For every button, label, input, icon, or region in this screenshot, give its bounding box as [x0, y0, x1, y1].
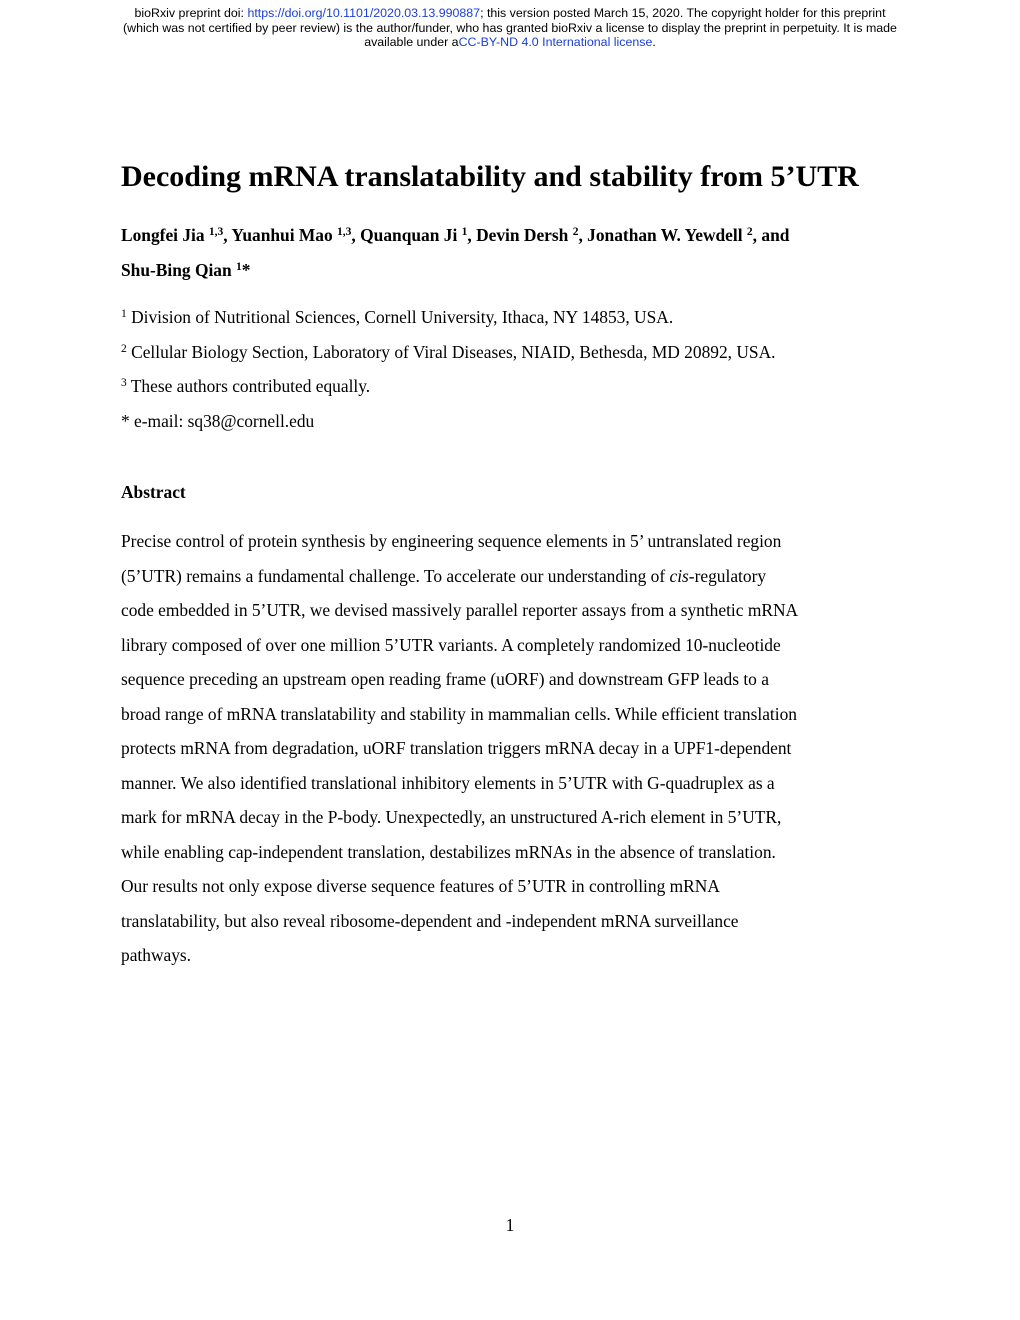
abstract-line: pathways. [121, 945, 192, 965]
abstract-line: protects mRNA from degradation, uORF translation triggers mRNA decay in a UPF1-dependent [121, 738, 792, 758]
author-name: Shu-Bing Qian [121, 259, 237, 280]
license-suffix: . [652, 35, 656, 49]
author-affiliation-marker: 1 [236, 260, 242, 273]
corresponding-email: * e-mail: sq38@cornell.edu [121, 410, 315, 431]
author-affiliation-marker: 1,3 [208, 226, 224, 238]
header-prefix: bioRxiv preprint doi: [134, 6, 248, 20]
paper-title: Decoding mRNA translatability and stability from 5’UTR [121, 160, 859, 193]
author-name: Yuanhui Mao [231, 225, 338, 245]
abstract-line: translatability, but also reveal ribosome-dependent and -independent mRNA surveillance [121, 910, 739, 931]
author-affiliation-marker: 1 [461, 226, 468, 238]
author-separator: * [241, 259, 251, 280]
author-affiliation-marker: 1,3 [337, 226, 352, 238]
author-affiliation-marker: 2 [746, 226, 753, 238]
abstract-line: library composed of over one million 5’UTR variants. A completely randomized 10-nucleotide [121, 634, 781, 655]
affiliation-text: Division of Nutritional Sciences, Cornell University, Ithaca, NY 14853, USA. [126, 307, 674, 327]
affiliation-marker: 2 [121, 342, 127, 355]
abstract-line: (5’UTR) remains a fundamental challenge. To accelerate our understanding of cis-regulatory [121, 565, 767, 586]
header-suffix: ; this version posted March 15, 2020. The copyright holder for this preprint [480, 6, 886, 20]
author-separator: , [351, 225, 361, 245]
author-affiliation-marker: 2 [572, 226, 579, 238]
header-line-1 [0, 6, 1020, 21]
abstract-line: sequence preceding an upstream open reading frame (uORF) and downstream GFP leads to a [121, 669, 769, 689]
abstract-line: manner. We also identified translational inhibitory elements in 5’UTR with G-quadruplex as a [121, 772, 775, 793]
author-name: Devin Dersh [476, 225, 573, 245]
author-list [121, 218, 921, 287]
page-number: 1 [505, 1215, 515, 1235]
affiliation-2 [121, 335, 921, 370]
preprint-header [0, 6, 1020, 50]
author-separator: , [223, 225, 232, 245]
author-separator: , and [752, 225, 790, 245]
affiliation-marker: 3 [121, 377, 127, 389]
affiliation-3 [121, 369, 921, 404]
doi-link[interactable]: https://doi.org/10.1101/2020.03.13.990887 [247, 6, 481, 20]
abstract-line: broad range of mRNA translatability and stability in mammalian cells. While efficient translation [121, 703, 797, 724]
affiliation-1 [121, 300, 921, 335]
license-link[interactable]: CC-BY-ND 4.0 International license [458, 35, 653, 49]
abstract-line: while enabling cap-independent translation, destabilizes mRNAs in the absence of translation. [121, 841, 776, 862]
abstract-line: code embedded in 5’UTR, we devised massively parallel reporter assays from a synthetic mRNA [121, 600, 799, 620]
italic-term: cis [669, 565, 689, 586]
author-name: Longfei Jia [121, 225, 209, 245]
abstract-heading: Abstract [121, 482, 186, 502]
affiliation-text: These authors contributed equally. [126, 376, 371, 396]
abstract-line: Our results not only expose diverse sequence features of 5’UTR in controlling mRNA [121, 876, 720, 896]
author-name: Quanquan Ji [360, 225, 462, 245]
abstract-line: mark for mRNA decay in the P-body. Unexpectedly, an unstructured A-rich element in 5’UTR, [121, 807, 782, 827]
abstract-body [121, 524, 911, 973]
author-separator: , [467, 225, 477, 245]
abstract-line: Precise control of protein synthesis by engineering sequence elements in 5’ untranslated region [121, 531, 782, 551]
author-name: Jonathan W. Yewdell [587, 225, 747, 245]
author-separator: , [578, 225, 588, 245]
header-line-2: (which was not certified by peer review) is the author/funder, who has granted bioRxiv a license to display the preprint in perpetuity. It is made [123, 20, 897, 35]
affiliation-marker: 1 [121, 308, 127, 320]
header-line-3 [0, 35, 1020, 50]
affiliations [121, 300, 921, 438]
affiliation-text: Cellular Biology Section, Laboratory of Viral Diseases, NIAID, Bethesda, MD 20892, USA. [126, 341, 776, 362]
license-prefix: available under a [364, 35, 459, 49]
